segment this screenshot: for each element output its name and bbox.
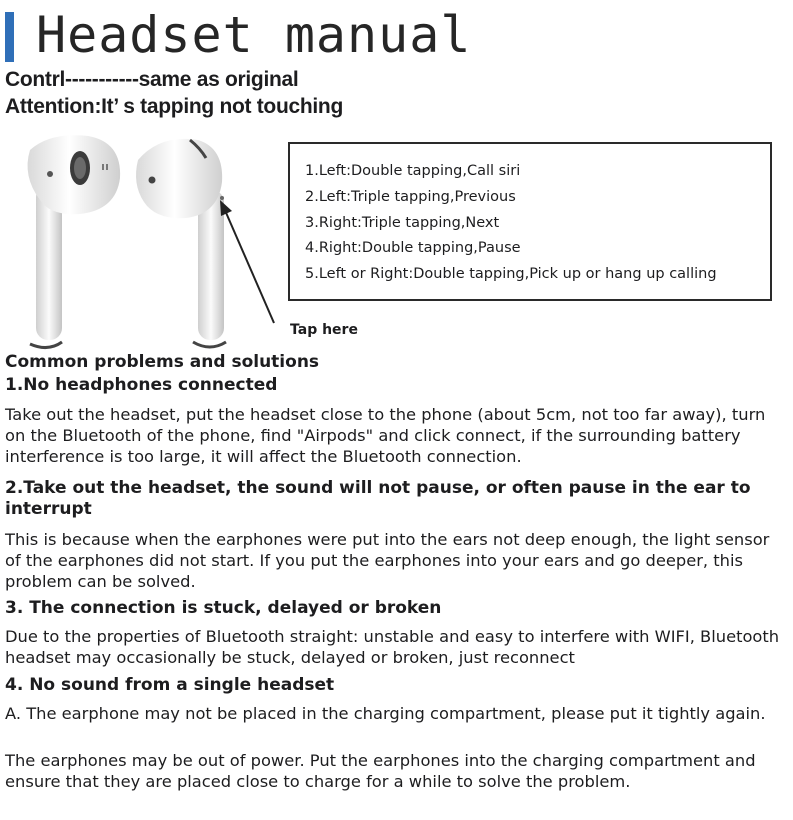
control-subheading: Contrl-----------same as original xyxy=(5,68,299,91)
control-item: 5.Left or Right:Double tapping,Pick up or hang up calling xyxy=(305,266,717,283)
section-text: Due to the properties of Bluetooth straight: unstable and easy to interfere with WIFI, Bluetooth headset may occasionally be stuck, delayed or broken, just reconnect xyxy=(5,627,780,667)
section-heading: 2.Take out the headset, the sound will not pause, or often pause in the ear to interrupt xyxy=(5,478,751,519)
section-text: This is because when the earphones were put into the ears not deep enough, the light sensor of the earphones did not start. If you put the earphones into your ears and go deeper, this problem can be solved. xyxy=(5,530,770,591)
control-item: 1.Left:Double tapping,Call siri xyxy=(305,163,521,179)
controls-box xyxy=(288,142,772,301)
page-title: Headset manual xyxy=(36,6,472,64)
title-accent-bar xyxy=(5,12,14,62)
control-item: 3.Right:Triple tapping,Next xyxy=(305,214,500,231)
section-heading: 4. No sound from a single headset xyxy=(5,675,335,695)
section-heading: 3. The connection is stuck, delayed or broken xyxy=(5,598,442,618)
control-item: 4.Right:Double tapping,Pause xyxy=(305,240,521,257)
section-text: A. The earphone may not be placed in the charging compartment, please put it tightly again. xyxy=(5,704,766,723)
section-text: Take out the headset, put the headset close to the phone (about 5cm, not too far away), turn on the Bluetooth of the phone, find "Airpods" and click connect, if the surrounding battery interference is too large, it will affect the Bluetooth connection. xyxy=(5,405,766,466)
earbuds-illustration xyxy=(10,130,270,360)
section-heading: 1.No headphones connected xyxy=(5,375,278,395)
controls-list xyxy=(305,159,717,288)
control-item: 2.Left:Triple tapping,Previous xyxy=(305,188,516,205)
tap-here-label: Tap here xyxy=(290,322,358,338)
common-problems-heading: Common problems and solutions xyxy=(5,352,320,372)
attention-subheading: Attention:It’ s tapping not touching xyxy=(5,95,343,118)
section-text: The earphones may be out of power. Put the earphones into the charging compartment and ensure that they are placed close to charge for a while to solve the problem. xyxy=(5,751,756,791)
